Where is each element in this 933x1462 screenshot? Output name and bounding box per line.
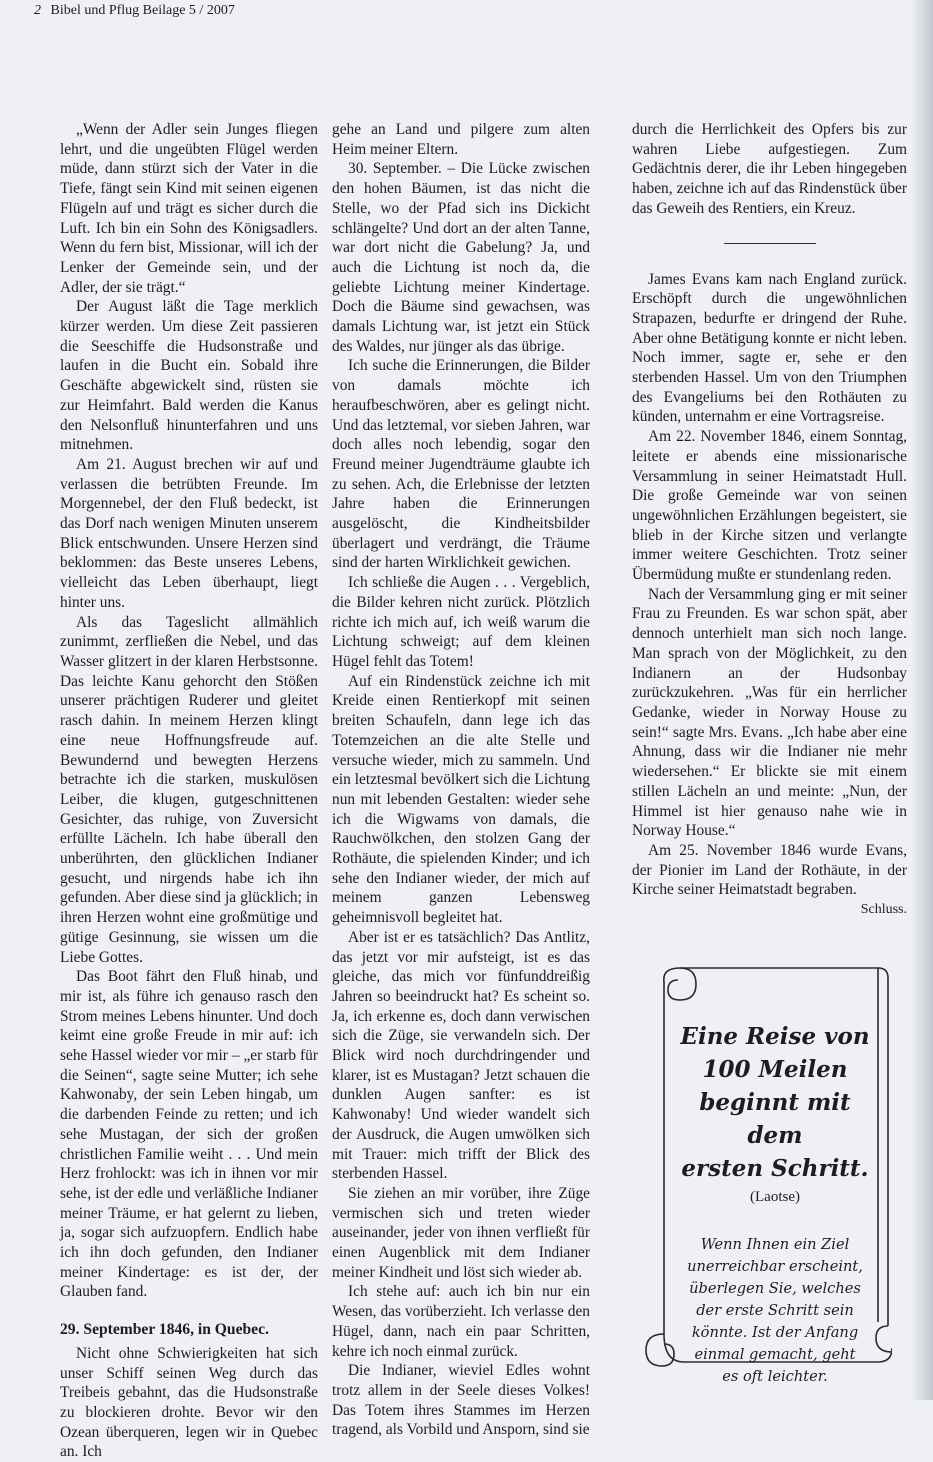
scroll-content bbox=[670, 1020, 880, 1388]
paragraph: 30. September. – Die Lücke zwischen den hohen Bäumen, ist das nicht die Stelle, wo der Pfad sich ins Dickicht schlängelte? Und dort an der alten Tanne, war dort nicht die Gabelung? Ja, und auch die Lichtung ist noch da, die geliebte Lichtung meiner Kindertage. Doch die Bäume sind gewachsen, was damals Lichtung war, ist jetzt ein Stück des Waldes, nur jünger als das übrige. bbox=[332, 160, 590, 355]
quote-author: (Laotse) bbox=[750, 1189, 800, 1205]
page-binding-shadow bbox=[911, 0, 933, 1400]
motto-line: ersten Schritt. bbox=[681, 1155, 869, 1182]
section-heading: 29. September 1846, in Quebec. bbox=[60, 1321, 269, 1339]
column-2 bbox=[332, 120, 590, 1440]
page-header bbox=[34, 3, 235, 19]
paragraph: Nach der Versammlung ging er mit seiner Frau zu Freunden. Es war schon spät, aber dennoch unterhielt man sich noch lange. Man sprach von der Möglichkeit, zu den Indianern an der Hudsonbay zurückzukehren. „Was für ein herrlicher Gedanke, wieder in Norway House zu sein!“ sagte Mrs. Evans. „Ich habe aber eine Ahnung, dass wir die Indianer nie mehr wiedersehen.“ Er blickte sie mit einem stillen Lächeln an und meinte: „Nun, der Himmel ist hier genauso nahe wie in Norway House.“ bbox=[632, 585, 907, 840]
column-1 bbox=[60, 120, 318, 1462]
paragraph: Am 21. August brechen wir auf und verlassen die betrübten Freunde. Im Morgennebel, der den Fluß bedeckt, ist das Dorf nach wenigen Minuten unserem Blick entschwunden. Unsere Herzen sind beklommen: das Beste unseres Lebens, vielleicht das Leben überhaupt, liegt hinter uns. bbox=[60, 455, 318, 611]
quote-text bbox=[670, 1234, 880, 1388]
paragraph: Der August läßt die Tage merklich kürzer werden. Um diese Zeit passieren die Seeschiffe die Hudsonstraße und laufen in die Bucht ein. Sobald ihre Geschäfte abgewickelt sind, rüsten sie zur Heimfahrt. Bald werden die Kanus den Nelsonfluß hinunterfahren und uns mitnehmen. bbox=[60, 298, 318, 454]
paragraph: Auf ein Rindenstück zeichne ich mit Kreide einen Rentierkopf mit seinen breiten Schaufeln, dann lege ich das Totemzeichen an die alte Stelle und versuche wieder, mich zu sammeln. Und ein letztesmal bevölkert sich die Lichtung nun mit lebenden Gestalten: wieder sehe ich die Wigwams von damals, die Rauchwölkchen, den stolzen Gang der Rothäute, die spielenden Kinder; und ich sehe den Indianer wieder, der mich auf meinem ganzen Lebensweg geheimnisvoll begleitet hat. bbox=[332, 672, 590, 927]
paragraph: Nicht ohne Schwierigkeiten hat sich unser Schiff seinen Weg durch das Treibeis gebahnt, das die Hudsonstraße zu blockieren drohte. Bevor wir den Ozean überqueren, legen wir in Quebec an. Ich bbox=[60, 1344, 318, 1461]
section-divider bbox=[724, 243, 816, 244]
quote-line: Wenn Ihnen ein Ziel bbox=[700, 1236, 850, 1253]
quote-line: könnte. Ist der Anfang bbox=[691, 1324, 859, 1341]
quote-scroll-box bbox=[642, 962, 892, 1385]
quote-line: überlegen Sie, welches bbox=[689, 1280, 861, 1297]
motto-line: 100 Meilen bbox=[702, 1056, 848, 1083]
paragraph: Am 25. November 1846 wurde Evans, der Pionier im Land der Rothäute, in der Kirche seiner Heimatstadt begraben. bbox=[632, 841, 907, 899]
paragraph: Am 22. November 1846, einem Sonntag, leitete er abends eine missionarische Versammlung in seiner Heimatstadt Hull. Die große Gemeinde war von seinen ungewöhnlichen Erzählungen begeistert, sie blieb in der Kirche sitzen und verlangte immer weitere Geschichten. Trotz seiner Übermüdung mußte er stundenlang reden. bbox=[632, 428, 907, 584]
paragraph: Ich stehe auf: auch ich bin nur ein Wesen, das vorüberzieht. Ich verlasse den Hügel, dann, nach ein paar Schritten, kehre ich noch einmal zurück. bbox=[332, 1283, 590, 1360]
motto-line: Eine Reise von bbox=[680, 1023, 870, 1050]
paragraph: Ich schließe die Augen . . . Vergeblich, die Bilder kehren nicht zurück. Plötzlich richte ich mich auf, ich weiß warum die Lichtung schweigt; auf dem kleinen Hügel fehlt das Totem! bbox=[332, 574, 590, 670]
paragraph: gehe an Land und pilgere zum alten Heim meiner Eltern. bbox=[332, 121, 590, 158]
motto-text bbox=[670, 1020, 880, 1185]
motto-line: beginnt mit dem bbox=[699, 1089, 851, 1149]
page-number: 2 bbox=[34, 3, 41, 18]
quote-line: einmal gemacht, geht bbox=[694, 1346, 856, 1363]
paragraph: „Wenn der Adler sein Junges fliegen lehrt, und die ungeübten Flügel werden müde, dann stürzt sich der Vater in die Tiefe, fängt sein Kind mit seinen eigenen Flügeln auf und trägt es sicher durch die Luft. Ich bin ein Sohn des Königsadlers. Wenn du fern bist, Missionar, will ich der Lenker der Gemeinde sein, und der Adler, der sie trägt.“ bbox=[60, 121, 318, 296]
paragraph: Als das Tageslicht allmählich zunimmt, zerfließen die Nebel, und das Wasser glitzert in der klaren Herbstsonne. Das leichte Kanu gehorcht den Stößen unserer prächtigen Ruderer und gleitet rasch dahin. In meinem Herzen klingt eine neue Hoffnungsfreude auf. Bewundernd und bewegten Herzens betrachte ich die starken, muskulösen Leiber, die klugen, gutgeschnittenen Gesichter, das ruhige, von Zuversicht erfüllte Lächeln. Ich habe überall den unberührten, den glücklichen Indianer gesucht, und nirgends habe ich ihn gefunden. Aber diese sind ja glücklich; in ihren Herzen wohnt eine großmütige und gütige Gesinnung, sie wissen um die Liebe Gottes. bbox=[60, 613, 318, 966]
paragraph: durch die Herrlichkeit des Opfers bis zur wahren Liebe aufgestiegen. Zum Gedächtnis derer, die ihr Leben hingegeben haben, zeichne ich auf das Rindenstück über das Geweih des Rentiers, ein Kreuz. bbox=[632, 121, 907, 217]
quote-line: der erste Schritt sein bbox=[696, 1302, 854, 1319]
paragraph: Ich suche die Erinnerungen, die Bilder von damals möchte ich heraufbeschwören, aber es gelingt nicht. Und das letztemal, vor sieben Jahren, war doch alles noch lebendig, sogar den Freund meiner Jugendträume glaubte ich zu sehen. Ach, die Erlebnisse der letzten Jahre haben die Erinnerungen ausgelöscht, die Kindheitsbilder überlagert und verdrängt, die Träume sind der harten Wirklichkeit gewichen. bbox=[332, 357, 590, 572]
column-3 bbox=[632, 120, 907, 920]
paragraph: James Evans kam nach England zurück. Erschöpft durch die ungewöhnlichen Strapazen, bedurfte er dringend der Ruhe. Aber ohne Betätigung konnte er nicht leben. Noch immer, sagte er, sehe er den sterbenden Hassel. Um von den Triumphen des Evangeliums bei den Rothäuten zu künden, unternahm er eine Vortragsreise. bbox=[632, 270, 907, 426]
quote-line: es oft leichter. bbox=[722, 1368, 828, 1385]
end-marker: Schluss. bbox=[860, 902, 907, 918]
paragraph: Sie ziehen an mir vorüber, ihre Züge vermischen sich und treten wieder auseinander, jeder von ihnen verfließt für einen Augenblick mit dem Indianer meiner Kindheit und löst sich wieder ab. bbox=[332, 1184, 590, 1281]
paragraph: Die Indianer, wieviel Edles wohnt trotz allem in der Seele dieses Volkes! Das Totem ihres Stammes im Herzen tragend, als Vorbild und Ansporn, sind sie bbox=[332, 1362, 590, 1439]
quote-line: unerreichbar erscheint, bbox=[687, 1258, 863, 1275]
publication-title: Bibel und Pflug Beilage 5 / 2007 bbox=[50, 3, 235, 18]
paragraph: Aber ist er es tatsächlich? Das Antlitz, das jetzt vor mir aufsteigt, ist es das gleiche, das mich vor fünfunddreißig Jahren so beeindruckt hat? Es scheint so. Ja, ich erkenne es, doch dann verwischen sich die Züge, sie verwandeln sich. Der Blick wird noch durchdringender und klarer, ist es Mustagan? Jetzt schauen die dunklen Augen sanfter: es ist Kahwonaby! Und wieder wandelt sich der Ausdruck, die Augen umwölken sich mit Trauer: mich trifft der Blick des sterbenden Hassel. bbox=[332, 928, 590, 1183]
paragraph: Das Boot fährt den Fluß hinab, und mir ist, als führe ich genauso rasch den Strom meines Lebens hinunter. Und doch keimt eine große Freude in mir auf: ich sehe Hassel wieder vor mir – „er starb für die Seinen“, sagte seine Mutter; ich sehe Kahwonaby, der sein Leben hingab, um die darbenden Feinde zu retten; und ich sehe Mustagan, der sich der großen christlichen Familie weiht . . . Und mein Herz frohlockt: was ich in ihnen vor mir sehe, ist der edle und verläßliche Indianer meiner Träume, er hat gelernt zu lieben, ja, sogar sich aufzuopfern. Endlich habe ich ihn doch gefunden, den Indianer meiner Kindertage: es ist der, der Glauben fand. bbox=[60, 968, 318, 1301]
